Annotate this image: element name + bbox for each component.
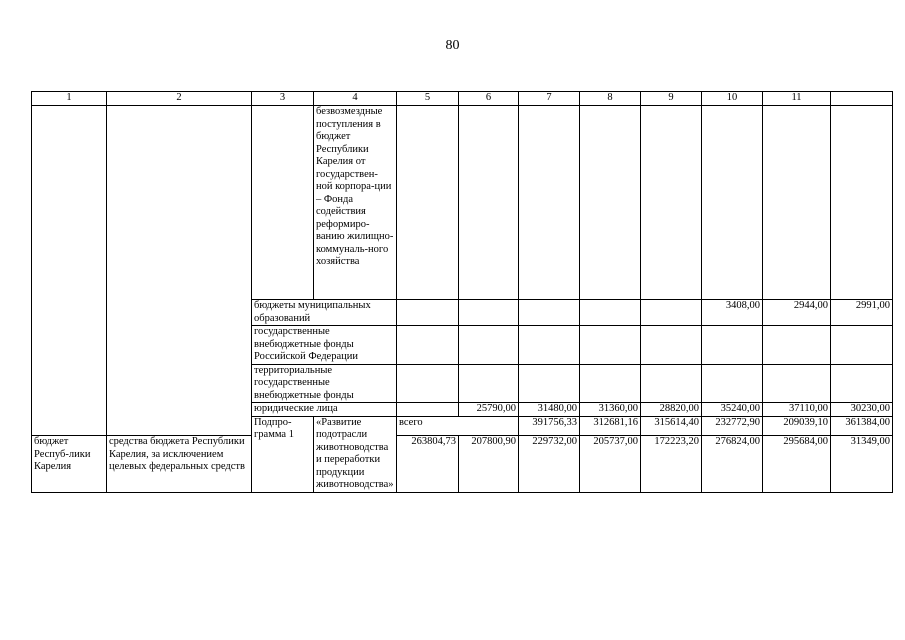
- value-cell: 3408,00: [702, 300, 763, 326]
- value-cell: [397, 364, 459, 403]
- value-cell: 25790,00: [459, 403, 519, 417]
- table-header-row: [32, 92, 893, 106]
- value-cell: [831, 364, 893, 403]
- value-cell: [580, 300, 641, 326]
- header-cell: 10: [702, 92, 763, 106]
- source-cell: бюджеты муниципальных образований: [252, 300, 397, 326]
- value-cell: [702, 364, 763, 403]
- program-name-cell: «Развитие подотрасли животноводства и переработки продукции животноводства»: [314, 416, 397, 492]
- value-cell: 209039,10: [763, 416, 831, 436]
- value-cell: 2991,00: [831, 300, 893, 326]
- table-row: [32, 106, 893, 300]
- header-cell: 5: [397, 92, 459, 106]
- value-cell: [459, 326, 519, 365]
- value-cell: [519, 326, 580, 365]
- value-cell: 35240,00: [702, 403, 763, 417]
- header-cell: 7: [519, 92, 580, 106]
- header-cell: [831, 92, 893, 106]
- value-cell: 276824,00: [702, 436, 763, 492]
- value-cell: [763, 326, 831, 365]
- header-cell: 3: [252, 92, 314, 106]
- header-cell: 1: [32, 92, 107, 106]
- source-cell: государственные внебюджетные фонды Российской Федерации: [252, 326, 397, 365]
- value-cell: 31480,00: [519, 403, 580, 417]
- value-cell: 361384,00: [831, 416, 893, 436]
- value-cell: [641, 364, 702, 403]
- header-cell: 8: [580, 92, 641, 106]
- value-cell: 207800,90: [459, 436, 519, 492]
- value-cell: 391756,33: [519, 416, 580, 436]
- value-cell: 2944,00: [763, 300, 831, 326]
- value-cell: 315614,40: [641, 416, 702, 436]
- page-number: 80: [445, 38, 460, 53]
- header-cell: 2: [107, 92, 252, 106]
- header-cell: 11: [763, 92, 831, 106]
- value-cell: [580, 326, 641, 365]
- value-cell: [397, 106, 459, 300]
- value-cell: [459, 106, 519, 300]
- value-cell: [397, 326, 459, 365]
- value-cell: 37110,00: [763, 403, 831, 417]
- value-cell: [580, 106, 641, 300]
- value-cell: [519, 300, 580, 326]
- value-cell: [459, 300, 519, 326]
- value-cell: [519, 364, 580, 403]
- value-cell: [763, 106, 831, 300]
- value-cell: 172223,20: [641, 436, 702, 492]
- value-cell: [397, 403, 459, 417]
- value-cell: [702, 106, 763, 300]
- value-cell: [831, 326, 893, 365]
- value-cell: [641, 326, 702, 365]
- value-cell: 312681,16: [580, 416, 641, 436]
- value-cell: 232772,90: [702, 416, 763, 436]
- value-cell: 205737,00: [580, 436, 641, 492]
- status-cell: [32, 106, 107, 436]
- source-cell: всего: [397, 416, 519, 436]
- value-cell: [459, 364, 519, 403]
- value-cell: [763, 364, 831, 403]
- value-cell: [519, 106, 580, 300]
- header-cell: 4: [314, 92, 397, 106]
- value-cell: [702, 326, 763, 365]
- source-cell: [252, 106, 314, 300]
- header-cell: 9: [641, 92, 702, 106]
- header-cell: 6: [459, 92, 519, 106]
- value-cell: 30230,00: [831, 403, 893, 417]
- value-cell: 31349,00: [831, 436, 893, 492]
- source-cell: территориальные государственные внебюджетные фонды: [252, 364, 397, 403]
- table-row: [32, 436, 893, 492]
- subsource-cell: безвозмездные поступления в бюджет Республики Карелия от государствен-ной корпора-ции – Фонда содействия реформиро-ванию жилищно-коммуналь-ного хозяйства: [314, 106, 397, 300]
- value-cell: [397, 300, 459, 326]
- status-cell: Подпро-грамма 1: [252, 416, 314, 492]
- value-cell: [641, 300, 702, 326]
- budget-table: [31, 91, 893, 493]
- value-cell: 229732,00: [519, 436, 580, 492]
- source-cell: бюджет Респуб-лики Карелия: [32, 436, 107, 492]
- value-cell: 263804,73: [397, 436, 459, 492]
- subsource-cell: средства бюджета Республики Карелия, за исключением целевых федеральных средств: [107, 436, 252, 492]
- value-cell: 28820,00: [641, 403, 702, 417]
- value-cell: [831, 106, 893, 300]
- value-cell: 295684,00: [763, 436, 831, 492]
- value-cell: 31360,00: [580, 403, 641, 417]
- source-cell: юридические лица: [252, 403, 397, 417]
- program-name-cell: [107, 106, 252, 436]
- value-cell: [641, 106, 702, 300]
- value-cell: [580, 364, 641, 403]
